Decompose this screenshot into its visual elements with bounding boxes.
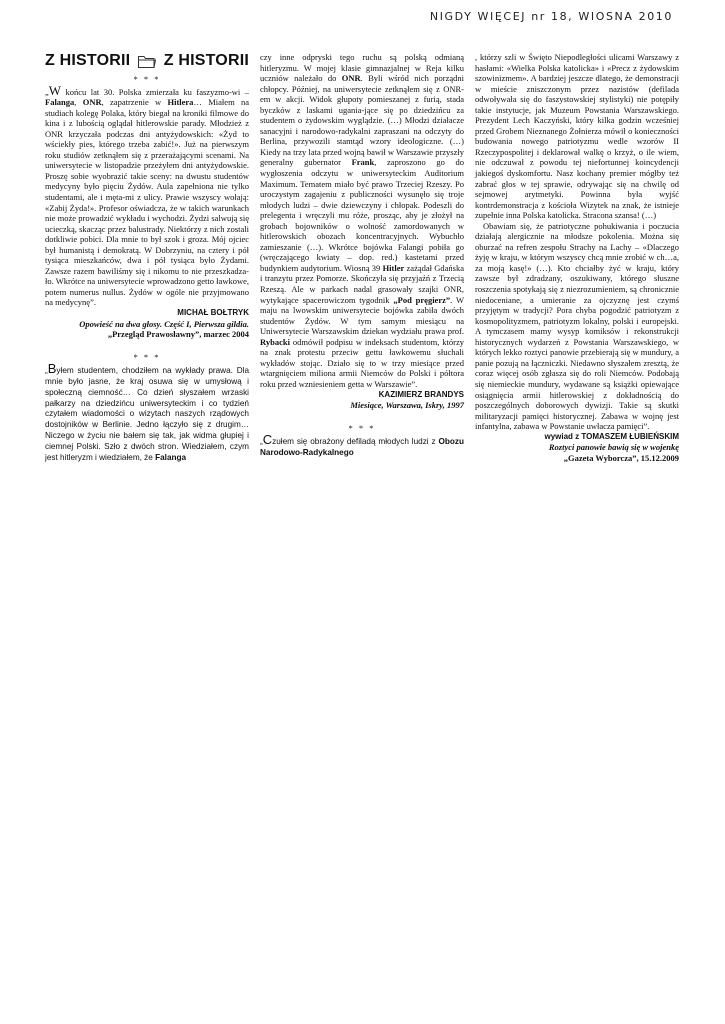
separator-stars: * * * — [348, 422, 376, 433]
article-3-paragraph-2: Obawiam się, że patriotyczne pohukiwania i poczucia działają alergicznie na młodsze pokolenia. Można się oburzać na refren zespołu Strachy na Lachy – «Dlaczego żyję w kraju, w którym wszyscy chcą mnie zrobić w ch…a, za moją kasę!» (…). Kto chciałby żyć w kraju, który zawsze był zdradzany, oszukiwany, którego słuszne roszczenia spotykają się z niezrozumieniem, są chronicznie niedoceniane, a umieranie za ojczyznę jest czymś przyjętym w tradycji? Pora chyba pogodzić patriotyzm z kosmopolityzmem, patriotyzm lokalny, polski i europejski. A tymczasem mamy wysyp komiksów i rekonstrukcji historycznych wydarzeń z Powstania Warszawskiego, w których lekko roztyci panowie przebierają się w mundury, a panie pozują na łączniczki. Niedawno słyszałem zresztą, że coraz więcej osób zgłasza się do roli Niemców. Podobają się niemieckie mundury, wydawane są książki opiewające osiągnięcia armii hitlerowskiej z dokładnością do poszczególnych doborowych dywizji. Takie są skutki militaryzacji pamięci historycznej. Zabawa w wojnę jest infantylna, zabawa w Powstanie uwłacza pamięci”. — [475, 220, 679, 432]
article-2-text: „Byłem studentem, chodziłem na wykłady prawa. Dla mnie było jasne, że kraj osuwa się w umysłową i społeczną ciemność… Co dzień słyszałem wrzaski pałkarzy na dziedzińcu uniwersyteckim i co tydzień czytałem wiadomości o wizytach naszych rządowych dostojników w Berlinie. Jedno łączyło się z drugim… Niczego w życiu nie bałem się tak, jak widma głupiej i ciemnej Polski. Szło z dwóch stron. Wiedziałem, czym jest hitleryzm i wiedziałem, że Falanga — [45, 361, 249, 462]
article-3-text: „Czułem się obrażony defiladą młodych ludzi z Obozu Narodowo-Radykalnego — [260, 432, 464, 457]
article-2-source: Miesiące, Warszawa, Iskry, 1997 — [350, 400, 464, 410]
section-title — [45, 52, 249, 70]
separator-stars: * * * — [133, 351, 161, 362]
section-title-right: Z HISTORII — [163, 52, 249, 69]
article-2-text-continued: czy inne odpryski tego ruchu są polską odmianą hitleryzmu. W mojej klasie gimnazjalnej w Reja kilku uczniów należało do ONR. Byli wśród nich porządni chłopcy. Później, na uniwersytecie zetknąłem się z ONR-em w akcji. Widok głupoty pomieszanej z furią, stada byczków z laskami ugania-jące się po dziedzińcu za studentem o żydowskim wyglądzie. (…) Młodzi działacze sanacyjni i narodowo-radykalni zapraszani na odczyty do Berlina, przywozili stamtąd wzory ideologiczne. (…) Kiedy na trzy lata przed wojną bawił w Warszawie przyszły generalny gubernator Frank, zaproszono go do wygłoszenia odczytu w uniwersyteckim Auditorium Maximum. Tematem miało być prawo Trzeciej Rzeszy. Po uroczystym zagajeniu z publiczności wysunęło się troje młodych ludzi – dwie dziewczyny i chłopak. Podeszli do prelegenta i wręczyli mu róże, prosząc, aby je złożył na grobach bojowników o wolność zamordowanych w hitlerowskich obozach koncentracyjnych. Wybuchło zamieszanie (…). Wkrótce bojówka Falangi pobiła go (wręczającego kwiaty – dop. red.) kastetami przed budynkiem audytorium. Wiosną 39 Hitler zażądał Gdańska i tranzytu przez Pomorze. Skończyła się przyjaźń z Trzecią Rzeszą. Ale w parkach nadal grasowały szajki ONR, wytykające spacerowiczom tygodnik „Pod pręgierz”. W maju na lwowskim uniwersytecie bojówka zabiła dwóch studentów Żydów. W tym samym miesiącu na Uniwersytecie Warszawskim dziekan wydziału prawa prof. Rybacki odmówił podpisu w indeksach studentom, którzy na znak protestu przeciw gettu ławkowemu słuchali wykładów stojąc. Działo się to w trzy miesiące przed wtargnięciem miliona armii Niemców do Polski i półtora roku przed wzniesieniem getta w Warszawie”. — [260, 52, 465, 389]
page-header: NIGDY WIĘCEJ nr 18, WIOSNA 2010 — [429, 10, 673, 23]
article-1-author: MICHAŁ BOŁTRYK — [177, 308, 249, 318]
article-3-source-pub: „Gazeta Wyborcza”, 15.12.2009 — [563, 452, 679, 463]
column-1 — [45, 52, 249, 463]
article-1-source-pub: „Przegląd Prawosławny”, marzec 2004 — [107, 329, 249, 340]
article-2-author: KAZIMIERZ BRANDYS — [378, 389, 464, 399]
separator-stars: * * * — [133, 74, 161, 84]
article-1-source-title: Opowieść na dwa głosy. Część I, Pierwsza gildia. — [79, 318, 249, 329]
article-3-source-title: Roztyci panowie bawią się w wojenkę — [548, 442, 679, 453]
article-3-author: wywiad z TOMASZEM ŁUBIEŃSKIM — [544, 431, 679, 441]
section-title-left: Z HISTORII — [45, 52, 131, 69]
article-3-text-continued: , którzy szli w Święto Niepodległości ulicami Warszawy z hasłami: «Wielka Polska katolicka» i «Precz z żydowskim szowinizmem». A bardziej jeszcze dlatego, że demonstracji w mieście zniszczonym przez nazistów (defilada odwoływała się do faszystowskiej stylistyki) nie potępiły takie instytucje, jak Muzeum Powstania Warszawskiego. Prezydent Lech Kaczyński, który kilka godzin wcześniej przed Grobem Nieznanego Żołnierza mówił o konieczności budowania nowego patriotyzmu wedle wzorów II Rzeczypospolitej i deklarował walkę o krzyż, o ile wiem, nie odczuwał z powodu tej niefortunnej koincydencji jakiegoś dyskomfortu. Nasz kochany premier mógłby też zabrać głos w tej sprawie, odrywając się na chwilę od sejmowej arytmetyki. Powinna była wyjść kontrdemonstracja z kościoła Wizytek na znak, że istnieje zupełnie inna Polska katolicka. Stracona szansa! (…) — [475, 52, 679, 221]
article-1-text: „W końcu lat 30. Polska zmierzała ku faszyzmo-wi – Falanga, ONR, zapatrzenie w Hitlera… Miałem na studiach kolegę Polaka, który biegał na kroniki filmowe do kina i z lubością oglądał hitlerowskie parady. Młodzież z ONR krzyczała podczas dni antyżydowskich: «Żyd to wściekły pies, którego trzeba zabić!». Już na pierwszym roku studiów zetknąłem się z przerażającymi scenami. Na uniwersytecie w listopadzie przeżyłem dni antyżydowskie. Proszę sobie wyobrazić takie sceny: na dwustu studentów medycyny było pięciu Żydów. Aula zapełniona nie tylko studentami, ale i męta-mi z ulicy. Prawie wszyscy wołają: «Zabij Żyda!». Profesor oświadcza, że w takich warunkach nie może prowadzić wykładu i wychodzi. Żydzi salwują się ucieczką, skacząc przez balustrady. Niektórzy z nich zostali dotkliwie pobici. Dla mnie to był szok i groza. Mój ojciec był humanistą i demokratą. W Dobrzyniu, na cztery i pół tysiąca mieszkańców, dwa i pół tysiąca było Żydami. Zawsze razem bawiliśmy się i nikomu to nie przeszkadza-ło. Wkrótce na uniwersytecie wprowadzono getto ławkowe, potem numerus nullus. Żydów w ogóle nie przyjmowano na medycynę”. — [45, 82, 249, 308]
column-3 — [475, 52, 679, 463]
folder-icon — [137, 53, 157, 69]
column-2 — [260, 52, 464, 459]
